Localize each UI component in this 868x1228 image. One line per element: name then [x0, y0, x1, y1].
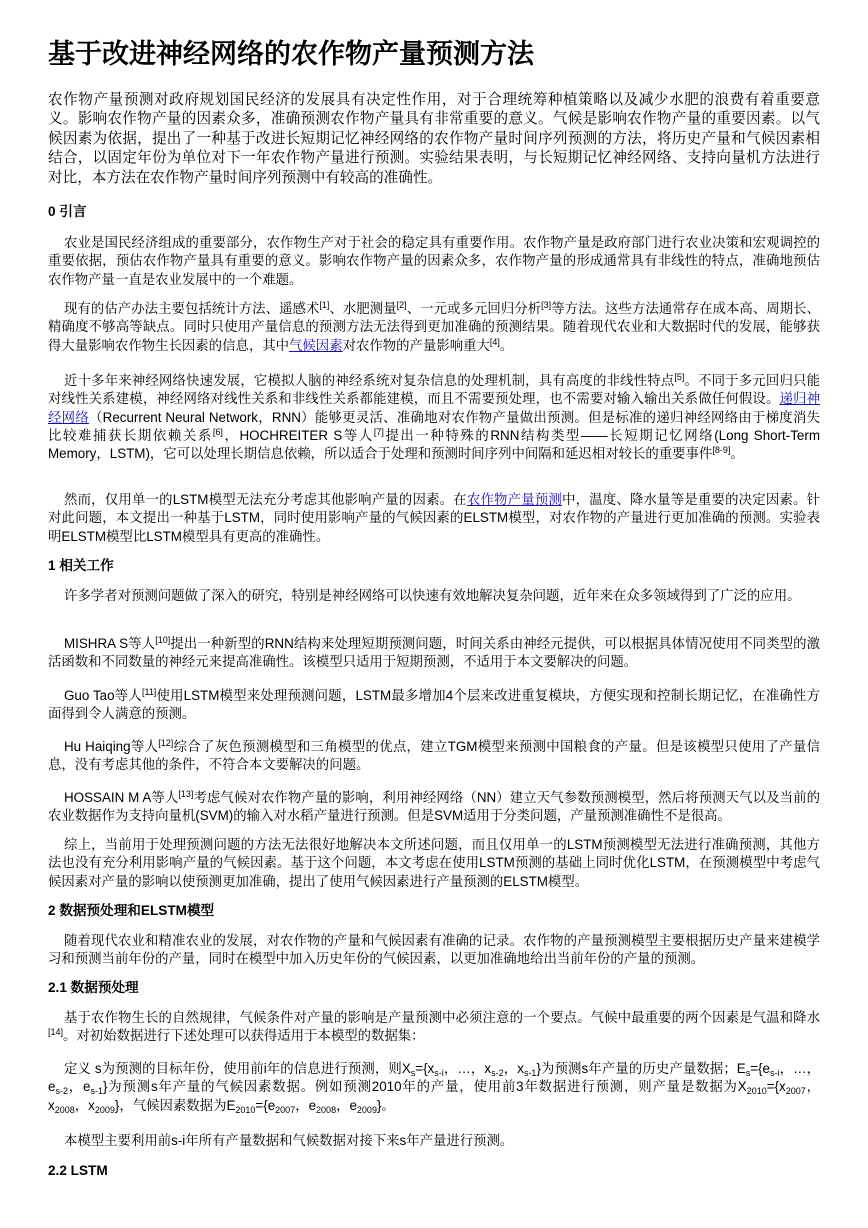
section-heading-data-preprocessing-elstm: 2 数据预处理和ELSTM模型 [48, 903, 215, 918]
subscript: 2009 [356, 1104, 377, 1115]
text-run: }为预测s年产量的历史产量数据；E [536, 1061, 746, 1076]
text-run: 中，温度、降水量等是重要的决定因素。针对此问题，本文提出一种基于LSTM，同时使用影响产量的气候因素的ELSTM模型，对农作物的产量进行更加准确的预测。实验表明ELSTM模型比LSTM模型具有更高的准确性。 [48, 492, 821, 544]
text-run: ，x [48, 1079, 820, 1113]
section-heading-intro: 0 引言 [48, 204, 87, 219]
text-run: HOSSAIN M A等人 [64, 790, 179, 805]
subsection-heading-lstm: 2.2 LSTM [48, 1163, 108, 1178]
citation-ref[interactable]: [2] [396, 300, 407, 310]
subscript: 2007 [275, 1104, 296, 1115]
subscript: 2008 [316, 1104, 337, 1115]
citation-ref[interactable]: [12] [158, 738, 174, 748]
rnn-link[interactable]: 递归神经网络 [48, 391, 820, 425]
preprocessing-paragraph-3: 本模型主要利用前s-i年所有产量数据和气候数据对接下来s年产量进行预测。 [64, 1133, 514, 1148]
text-run: 近十多年来神经网络快速发展，它模拟人脑的神经系统对复杂信息的处理机制，具有高度的非线性特点 [64, 373, 675, 388]
subscript: s-1 [90, 1086, 103, 1097]
related-paragraph-2 [48, 635, 820, 672]
text-run: 。 [499, 337, 514, 353]
text-run: 提出一种特殊的RNN结构类型——长短期记忆网络(Long Short-Term Memory，LSTM)，它可以处理长期信息依赖，所以适合于处理和预测时间序列中间隔和延迟相对较长的重要事件 [48, 427, 820, 462]
text-run: 然而，仅用单一的LSTM模型无法充分考虑其他影响产量的因素。在 [64, 492, 467, 507]
citation-ref[interactable]: [11] [141, 687, 157, 697]
text-run: }为预测s年产量的气候因素数据。例如预测2010年的产量，使用前3年数据进行预测，则产量是数据为X [102, 1079, 747, 1095]
text-run: 、水肥测量 [329, 301, 397, 316]
text-run: ，…，x [443, 1061, 492, 1076]
text-run: Guo Tao等人 [64, 688, 142, 703]
subscript: 2010 [235, 1104, 256, 1115]
subscript: s-2 [491, 1068, 504, 1078]
text-run: 、一元或多元回归分析 [406, 301, 542, 316]
text-run: ，…，e [48, 1061, 820, 1095]
intro-paragraph-2 [48, 300, 820, 355]
subscript: 2007 [785, 1086, 806, 1097]
crop-yield-prediction-link[interactable]: 农作物产量预测 [466, 492, 562, 507]
article-title: 基于改进神经网络的农作物产量预测方法 [48, 39, 534, 69]
abstract-paragraph: 农作物产量预测对政府规划国民经济的发展具有决定性作用，对于合理统筹种植策略以及减少水肥的浪费有着重要意义。影响农作物产量的因素众多，准确预测农作物产量具有非常重要的意义。气候是影响农作物产量的重要因素。以气候因素为依据，提出了一种基于改进长短期记忆神经网络的农作物产量时间序列预测的方法，将历史产量和气候因素相结合，以固定年份为单位对下一年农作物产量进行预测。实验结果表明，与长短期记忆神经网络、支持向量机方法进行对比，本方法在农作物产量时间序列预测中有较高的准确性。 [48, 92, 820, 186]
subscript: 2010 [746, 1086, 767, 1097]
preprocessing-paragraph-1 [48, 1009, 820, 1046]
citation-ref[interactable]: [13] [178, 789, 194, 799]
subscript: s-i [769, 1068, 780, 1078]
text-run: 综合了灰色预测模型和三角模型的优点，建立TGM模型来预测中国粮食的产量。但是该模型只使用了产量信息，没有考虑其他的条件，不符合本文要解决的问题。 [48, 739, 820, 773]
text-run: ，x [74, 1097, 95, 1113]
related-paragraph-4 [48, 738, 820, 775]
subscript: s-1 [523, 1068, 537, 1078]
citation-ref[interactable]: [3] [541, 300, 552, 310]
text-run: ={e [255, 1097, 276, 1113]
text-run: 对农作物的产量影响重大 [342, 337, 490, 353]
text-run: 现有的估产办法主要包括统计方法、遥感术 [64, 301, 320, 316]
related-paragraph-1: 许多学者对预测问题做了深入的研究，特别是神经网络可以快速有效地解决复杂问题，近年来在众多领域得到了广泛的应用。 [64, 588, 801, 603]
citation-ref[interactable]: [10] [155, 635, 171, 645]
text-run: ={x [766, 1079, 786, 1095]
text-run: }。 [376, 1097, 395, 1113]
text-run: 使用LSTM模型来处理预测问题，LSTM最多增加4个层来改进重复模块，方便实现和控制长期记忆，在准确性方面得到令人满意的预测。 [48, 688, 820, 722]
citation-ref[interactable]: [8-9] [712, 445, 731, 456]
citation-ref[interactable]: [7] [373, 426, 384, 437]
text-run: ，e [336, 1097, 357, 1113]
text-run: ={e [750, 1061, 770, 1076]
climate-factors-link[interactable]: 气候因素 [289, 337, 343, 353]
citation-ref[interactable]: [6] [212, 426, 223, 437]
text-run: 等方法。这些方法通常存在成本高、周期长、精确度不够高等缺点。同时只使用产量信息的预测方法无法得到更加准确的预测结果。随着现代农业和大数据时代的发展，能够获得大量影响农作物生长因素的信息，其中 [48, 301, 821, 353]
citation-ref[interactable]: [4] [489, 336, 500, 347]
subscript: s [745, 1068, 751, 1078]
text-run: 考虑气候对农作物产量的影响，利用神经网络（NN）建立天气参数预测模型，然后将预测天气以及当前的农业数据作为支持向量机(SVM)的输入对水稻产量进行预测。但是SVM适用于分类问题，产量预测准确性不是很高。 [48, 790, 820, 824]
citation-ref[interactable]: [14] [48, 1027, 64, 1038]
related-paragraph-5 [48, 789, 820, 826]
related-paragraph-6: 综上，当前用于处理预测问题的方法无法很好地解决本文所述问题，而且仅用单一的LSTM预测模型无法进行准确预测，其他方法也没有充分利用影响产量的气候因素。基于这个问题，本文考虑在使用LSTM预测的基础上同时优化LSTM，在预测模型中考虑气候因素对产量的影响以使预测更加准确，提出了使用气候因素进行产量预测的ELSTM模型。 [48, 837, 820, 889]
subscript: s-i [434, 1068, 444, 1078]
intro-paragraph-1: 农业是国民经济组成的重要部分，农作物生产对于社会的稳定具有重要作用。农作物产量是政府部门进行农业决策和宏观调控的重要依据，预估农作物产量具有重要的意义。影响农作物产量的因素众多，农作物产量的形成通常具有非线性的特点，准确地预估农作物产量一直是农业发展中的一个难题。 [48, 235, 820, 287]
intro-paragraph-4 [48, 491, 820, 546]
related-paragraph-3 [48, 687, 820, 724]
subscript: 2009 [94, 1104, 115, 1115]
citation-ref[interactable]: [5] [674, 372, 685, 382]
section-heading-related-work: 1 相关工作 [48, 558, 114, 573]
text-run: 。 [730, 446, 744, 462]
text-run: ，HOCHREITER S等人 [222, 427, 374, 443]
preprocessing-definition-paragraph [48, 1060, 820, 1115]
text-run: 定义 s为预测的目标年份，使用前i年的信息进行预测，则X [64, 1061, 411, 1076]
citation-ref[interactable]: [1] [319, 300, 330, 310]
text-run: ={x [415, 1061, 435, 1076]
text-run: ，e [67, 1079, 91, 1095]
subscript: s-2 [55, 1086, 68, 1097]
section2-paragraph-1: 随着现代农业和精准农业的发展，对农作物的产量和气候因素有准确的记录。农作物的产量预测模型主要根据历史产量来建模学习和预测当前年份的产量，同时在模型中加入历史年份的气候因素，以更加准确地给出当前年份的产量的预测。 [48, 933, 820, 967]
intro-paragraph-3 [48, 372, 820, 463]
text-run: 基于农作物生长的自然规律，气候条件对产量的影响是产量预测中必须注意的一个要点。气候中最重要的两个因素是气温和降水 [64, 1010, 820, 1025]
subsection-heading-data-preprocessing: 2.1 数据预处理 [48, 980, 139, 995]
text-run: （Recurrent Neural Network，RNN）能够更灵活、准确地对农作物产量做出预测。但是标准的递归神经网络由于梯度消失比较难捕获长期依赖关系 [48, 409, 820, 443]
subscript: s [410, 1068, 416, 1078]
text-run: MISHRA S等人 [64, 636, 156, 651]
text-run: 。对初始数据进行下述处理可以获得适用于本模型的数据集： [63, 1028, 425, 1044]
text-run: Hu Haiqing等人 [64, 739, 159, 754]
text-run: 。不同于多元回归只能对线性关系建模，神经网络对线性关系和非线性关系都能建模，而且不需要预处理，也不需要对输入输出关系做任何假设。 [48, 373, 821, 407]
subscript: 2008 [54, 1104, 75, 1115]
text-run: ，x [503, 1061, 524, 1076]
text-run: ，e [295, 1097, 317, 1113]
text-run: 提出一种新型的RNN结构来处理短期预测问题，时间关系由神经元提供，可以根据具体情况使用不同类型的激活函数和不同数量的神经元来提高准确性。该模型只适用于短期预测，不适用于本文要解决的问题。 [48, 636, 820, 670]
text-run: }，气候因素数据为E [114, 1097, 236, 1113]
